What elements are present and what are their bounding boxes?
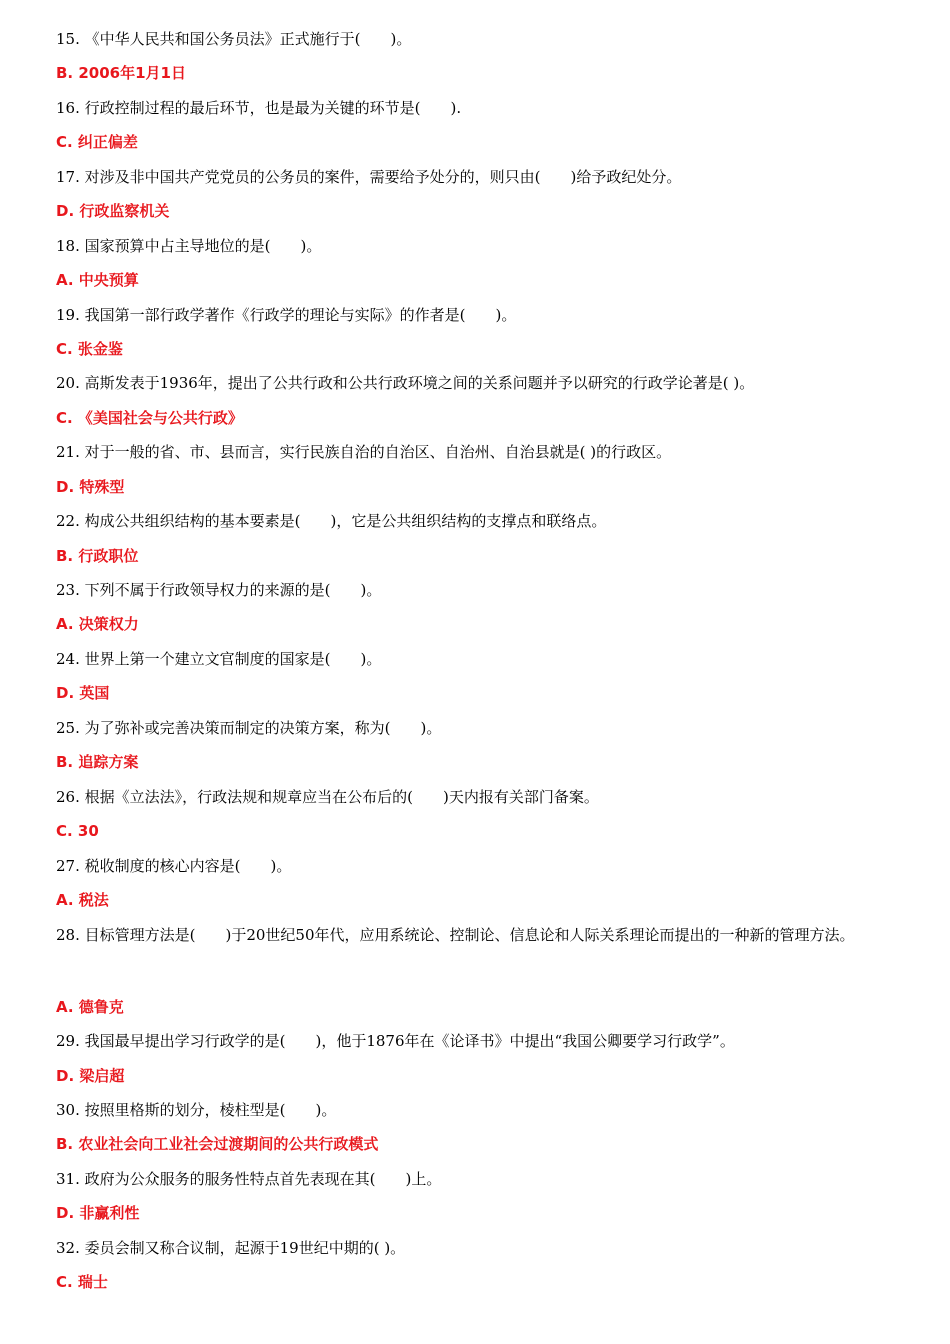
answer-18: A. 中央预算 — [56, 271, 139, 289]
question-28: 28. 目标管理方法是( )于20世纪50年代，应用系统论、控制论、信息论和人际关系理论而提出的一种新的管理方法。 — [56, 926, 855, 944]
answer-20: C. 《美国社会与公共行政》 — [56, 409, 243, 427]
question-15: 15. 《中华人民共和国公务员法》正式施行于( )。 — [56, 30, 412, 48]
question-30: 30. 按照里格斯的划分，棱柱型是( )。 — [56, 1101, 337, 1119]
question-26: 26. 根据《立法法》，行政法规和规章应当在公布后的( )天内报有关部门备案。 — [56, 788, 599, 806]
answer-27: A. 税法 — [56, 891, 109, 909]
question-24: 24. 世界上第一个建立文官制度的国家是( )。 — [56, 650, 382, 668]
answer-23: A. 决策权力 — [56, 615, 139, 633]
answer-16: C. 纠正偏差 — [56, 133, 138, 151]
question-21: 21. 对于一般的省、市、县而言，实行民族自治的自治区、自治州、自治县就是( )的行政区。 — [56, 443, 672, 461]
answer-26: C. 30 — [56, 822, 99, 840]
question-17: 17. 对涉及非中国共产党党员的公务员的案件，需要给予处分的，则只由( )给予政纪处分。 — [56, 168, 682, 186]
question-31: 31. 政府为公众服务的服务性特点首先表现在其( )上。 — [56, 1170, 442, 1188]
question-16: 16. 行政控制过程的最后环节，也是最为关键的环节是( ). — [56, 99, 462, 117]
answer-19: C. 张金鉴 — [56, 340, 123, 358]
answer-28: A. 德鲁克 — [56, 998, 124, 1016]
question-25: 25. 为了弥补或完善决策而制定的决策方案，称为( )。 — [56, 719, 442, 737]
question-23: 23. 下列不属于行政领导权力的来源的是( )。 — [56, 581, 382, 599]
question-27: 27. 税收制度的核心内容是( )。 — [56, 857, 292, 875]
answer-25: B. 追踪方案 — [56, 753, 139, 771]
answer-22: B. 行政职位 — [56, 547, 139, 565]
question-29: 29. 我国最早提出学习行政学的是( )，他于1876年在《论译书》中提出“我国公卿要学习行政学”。 — [56, 1032, 735, 1050]
answer-29: D. 梁启超 — [56, 1067, 125, 1085]
answer-32: C. 瑞士 — [56, 1273, 108, 1291]
question-19: 19. 我国第一部行政学著作《行政学的理论与实际》的作者是( )。 — [56, 306, 517, 324]
answer-21: D. 特殊型 — [56, 478, 125, 496]
question-18: 18. 国家预算中占主导地位的是( )。 — [56, 237, 322, 255]
answer-17: D. 行政监察机关 — [56, 202, 170, 220]
question-32: 32. 委员会制又称合议制，起源于19世纪中期的( )。 — [56, 1239, 406, 1257]
question-22: 22. 构成公共组织结构的基本要素是( )，它是公共组织结构的支撑点和联络点。 — [56, 512, 607, 530]
answer-24: D. 英国 — [56, 684, 110, 702]
question-20: 20. 高斯发表于1936年，提出了公共行政和公共行政环境之间的关系问题并予以研究的行政学论著是( )。 — [56, 374, 755, 392]
answer-31: D. 非赢利性 — [56, 1204, 140, 1222]
answer-15: B. 2006年1月1日 — [56, 64, 186, 82]
answer-30: B. 农业社会向工业社会过渡期间的公共行政模式 — [56, 1135, 379, 1153]
